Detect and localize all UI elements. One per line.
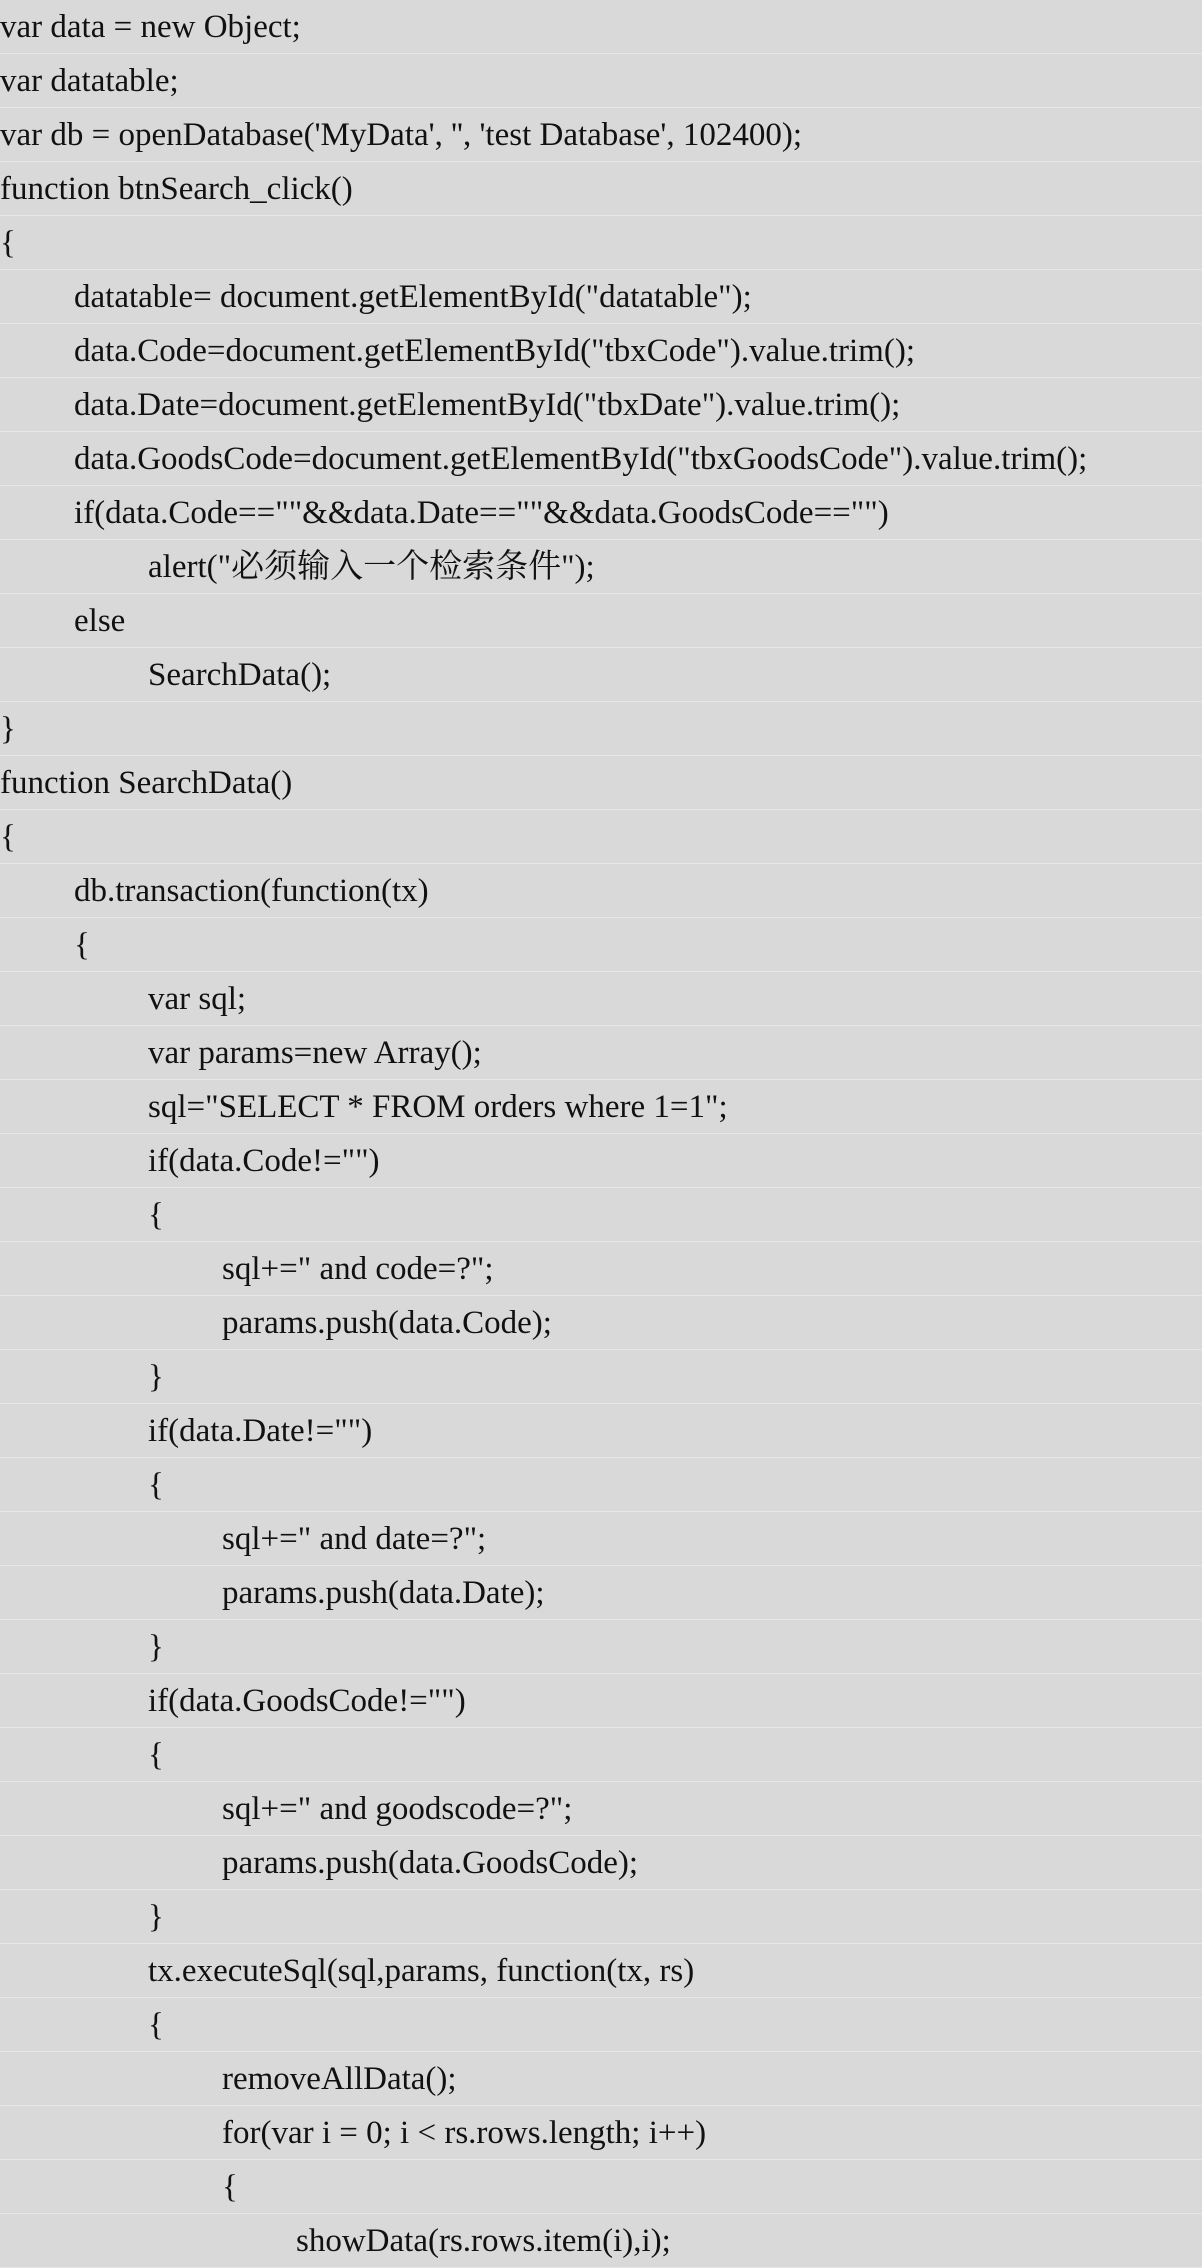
code-line <box>0 702 1202 756</box>
code-line <box>0 2214 1202 2268</box>
code-line-text: params.push(data.Date); <box>222 1575 545 1611</box>
code-line <box>0 324 1202 378</box>
code-line-text: var params=new Array(); <box>148 1035 482 1071</box>
code-line <box>0 972 1202 1026</box>
code-line-text: var data = new Object; <box>0 9 301 45</box>
code-line-text: var sql; <box>148 981 247 1017</box>
code-line-text: sql+=" and code=?"; <box>222 1251 494 1287</box>
code-line <box>0 918 1202 972</box>
code-line <box>0 378 1202 432</box>
code-line <box>0 270 1202 324</box>
code-line-text: sql+=" and goodscode=?"; <box>222 1791 573 1827</box>
code-line-text: { <box>74 927 90 963</box>
code-line-text: } <box>148 1359 164 1395</box>
code-line <box>0 1728 1202 1782</box>
code-line <box>0 2106 1202 2160</box>
code-line-text: data.GoodsCode=document.getElementById("tbxGoodsCode").value.trim(); <box>74 441 1088 477</box>
code-line-text: function SearchData() <box>0 765 293 801</box>
code-line <box>0 1620 1202 1674</box>
code-line-text: { <box>0 225 16 261</box>
code-line-text: { <box>222 2169 238 2205</box>
code-line-text: if(data.Date!="") <box>148 1413 373 1449</box>
code-line-text: if(data.Code==""&&data.Date==""&&data.GoodsCode=="") <box>74 495 889 531</box>
code-line <box>0 810 1202 864</box>
code-line <box>0 486 1202 540</box>
code-line-text: { <box>148 1197 164 1233</box>
code-line <box>0 2160 1202 2214</box>
code-line <box>0 756 1202 810</box>
code-line <box>0 1026 1202 1080</box>
code-line-text: data.Date=document.getElementById("tbxDate").value.trim(); <box>74 387 901 423</box>
code-line-text: data.Code=document.getElementById("tbxCode").value.trim(); <box>74 333 915 369</box>
code-line-text: } <box>148 1899 164 1935</box>
code-line-text: { <box>148 2007 164 2043</box>
code-line-text: params.push(data.GoodsCode); <box>222 1845 639 1881</box>
code-line <box>0 1782 1202 1836</box>
code-line <box>0 1080 1202 1134</box>
code-line <box>0 1674 1202 1728</box>
code-line <box>0 1512 1202 1566</box>
code-line <box>0 1350 1202 1404</box>
code-line-text: { <box>0 819 16 855</box>
code-line <box>0 1404 1202 1458</box>
code-line-text: removeAllData(); <box>222 2061 457 2097</box>
code-line <box>0 1188 1202 1242</box>
code-line-text: if(data.Code!="") <box>148 1143 380 1179</box>
code-line <box>0 432 1202 486</box>
code-line-text: } <box>0 711 16 747</box>
code-line-text: var datatable; <box>0 63 179 99</box>
code-line <box>0 1566 1202 1620</box>
code-line-text: datatable= document.getElementById("datatable"); <box>74 279 752 315</box>
code-line <box>0 1134 1202 1188</box>
code-line <box>0 648 1202 702</box>
code-line-text: if(data.GoodsCode!="") <box>148 1683 466 1719</box>
code-line-text: params.push(data.Code); <box>222 1305 552 1341</box>
code-line-text: var db = openDatabase('MyData', '', 'test Database', 102400); <box>0 117 803 153</box>
code-line <box>0 1836 1202 1890</box>
code-line <box>0 2052 1202 2106</box>
code-line-text: for(var i = 0; i < rs.rows.length; i++) <box>222 2115 707 2151</box>
code-line <box>0 1944 1202 1998</box>
code-line <box>0 1890 1202 1944</box>
code-line-text: else <box>74 603 126 639</box>
code-line-text: SearchData(); <box>148 657 332 693</box>
code-line-text: } <box>148 1629 164 1665</box>
code-line <box>0 108 1202 162</box>
code-line-text: { <box>148 1737 164 1773</box>
code-line <box>0 0 1202 54</box>
code-line <box>0 1458 1202 1512</box>
code-line <box>0 1296 1202 1350</box>
code-line <box>0 162 1202 216</box>
code-line <box>0 1242 1202 1296</box>
code-line-text: alert("必须输入一个检索条件"); <box>148 549 595 585</box>
code-line <box>0 594 1202 648</box>
code-line-text: { <box>148 1467 164 1503</box>
code-line-text: function btnSearch_click() <box>0 171 353 207</box>
code-line-text: showData(rs.rows.item(i),i); <box>296 2223 671 2259</box>
code-line-text: sql="SELECT * FROM orders where 1=1"; <box>148 1089 728 1125</box>
code-line <box>0 1998 1202 2052</box>
code-line <box>0 54 1202 108</box>
code-line-text: tx.executeSql(sql,params, function(tx, rs) <box>148 1953 695 1989</box>
code-line <box>0 864 1202 918</box>
code-line <box>0 540 1202 594</box>
code-line-text: db.transaction(function(tx) <box>74 873 429 909</box>
code-line <box>0 216 1202 270</box>
code-line-text: sql+=" and date=?"; <box>222 1521 487 1557</box>
